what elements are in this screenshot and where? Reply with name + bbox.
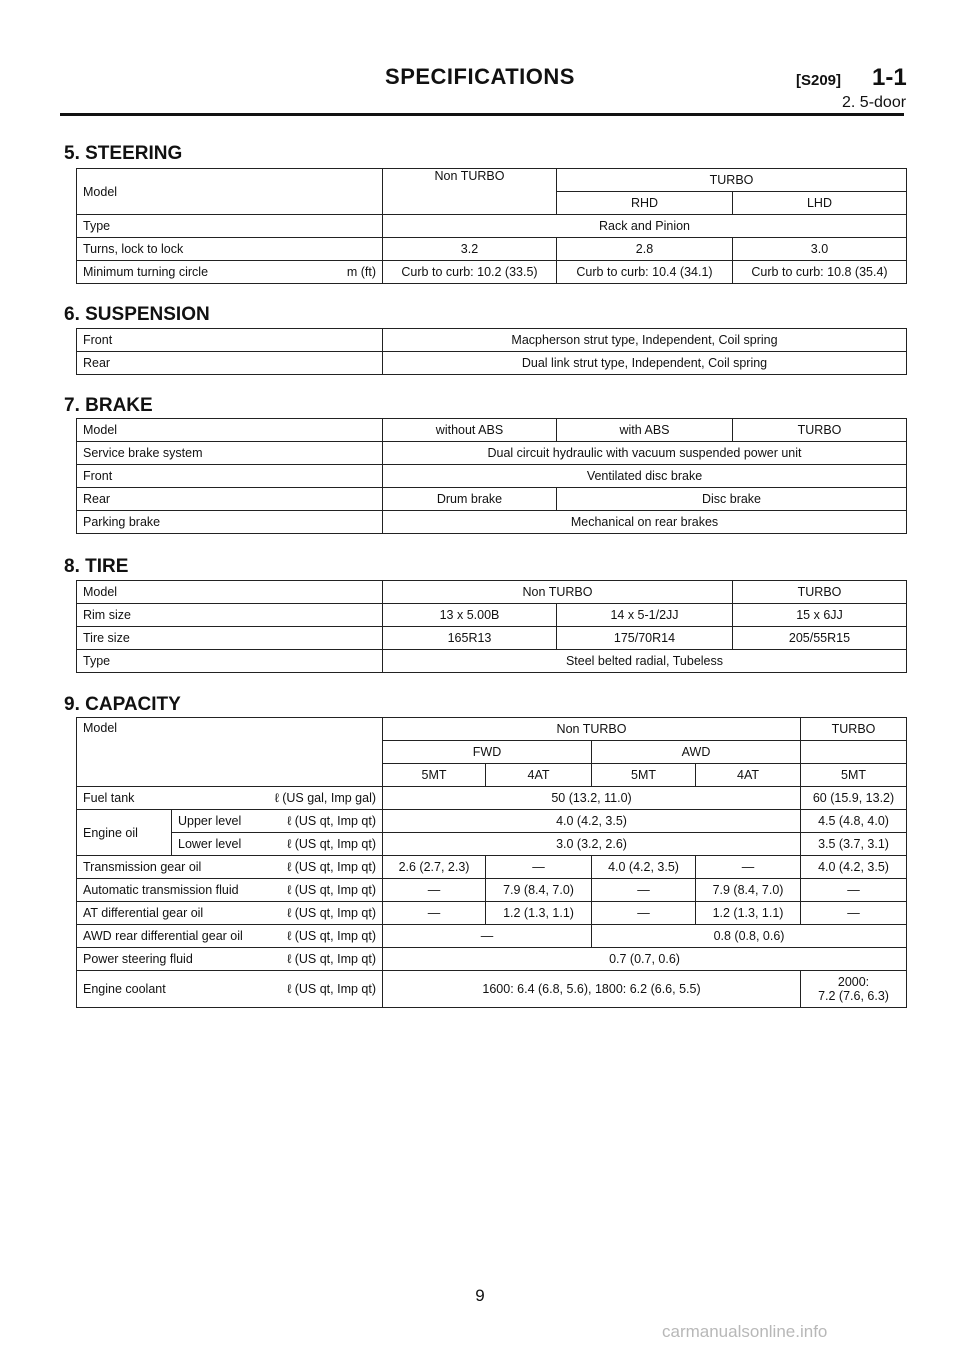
row-label: [77, 879, 383, 902]
unit-label: ℓ (US qt, Imp qt): [287, 952, 377, 966]
row-label: [77, 787, 383, 810]
cell: —: [486, 856, 592, 879]
cell: 3.0 (3.2, 2.6): [383, 833, 801, 856]
tire-heading: 8. TIRE: [64, 556, 129, 577]
model-label: Model: [77, 581, 383, 604]
row-label: Type: [77, 650, 383, 673]
row-label: Tire size: [77, 627, 383, 650]
cell: 15 x 6JJ: [733, 604, 907, 627]
cell: —: [383, 879, 486, 902]
header-rule: [60, 113, 904, 116]
table-row: [77, 419, 907, 442]
table-row: [77, 787, 907, 810]
row-label-text: Upper level: [178, 814, 242, 828]
page-number: 9: [475, 1286, 485, 1305]
row-label: [77, 948, 383, 971]
cell: 1.2 (1.3, 1.1): [696, 902, 801, 925]
cell: 14 x 5-1/2JJ: [557, 604, 733, 627]
page-reference: 1-1: [872, 64, 907, 91]
cell: [801, 741, 907, 764]
brake-heading: 7. BRAKE: [64, 395, 153, 416]
row-label-text: Minimum turning circle: [83, 265, 209, 279]
non-turbo-header: Non TURBO: [383, 581, 733, 604]
unit-label: ℓ (US qt, Imp qt): [287, 814, 377, 828]
unit-label: ℓ (US qt, Imp qt): [287, 837, 377, 851]
page-title: SPECIFICATIONS: [385, 64, 575, 89]
awd-header: AWD: [592, 741, 801, 764]
row-label: Parking brake: [77, 511, 383, 534]
row-label: Engine oil: [77, 810, 172, 856]
row-label: [172, 833, 383, 856]
cell: 13 x 5.00B: [383, 604, 557, 627]
row-label: [77, 925, 383, 948]
row-label: Rear: [77, 488, 383, 511]
table-row: [77, 971, 907, 1008]
cell: without ABS: [383, 419, 557, 442]
table-row: [77, 215, 907, 238]
cell: Drum brake: [383, 488, 557, 511]
table-row: [77, 879, 907, 902]
row-label-text: AWD rear differential gear oil: [83, 929, 243, 943]
table-row: [77, 261, 907, 284]
cell: 4AT: [696, 764, 801, 787]
turbo-header: TURBO: [801, 718, 907, 741]
cell: 4AT: [486, 764, 592, 787]
capacity-table: [76, 717, 907, 1008]
row-label: Type: [77, 215, 383, 238]
rhd-header: RHD: [557, 192, 733, 215]
table-row: [77, 465, 907, 488]
non-turbo-header: Non TURBO: [383, 169, 557, 215]
table-row: [77, 833, 907, 856]
table-row: [77, 442, 907, 465]
cell: 165R13: [383, 627, 557, 650]
fwd-header: FWD: [383, 741, 592, 764]
model-label: Model: [77, 718, 383, 787]
cell: with ABS: [557, 419, 733, 442]
row-label-text: Lower level: [178, 837, 242, 851]
brake-table: [76, 418, 907, 534]
steering-table: [76, 168, 907, 284]
non-turbo-header: Non TURBO: [383, 718, 801, 741]
cell: 2.8: [557, 238, 733, 261]
unit-label: ℓ (US qt, Imp qt): [287, 860, 377, 874]
coolant-turbo-line2: 7.2 (7.6, 6.3): [818, 989, 889, 1003]
unit-label: ℓ (US qt, Imp qt): [287, 929, 377, 943]
row-label: [77, 856, 383, 879]
cell: 3.0: [733, 238, 907, 261]
cell: 4.0 (4.2, 3.5): [592, 856, 696, 879]
model-label: Model: [77, 419, 383, 442]
capacity-heading: 9. CAPACITY: [64, 694, 181, 715]
table-row: [77, 627, 907, 650]
section-code: [S209]: [796, 72, 842, 89]
cell: 50 (13.2, 11.0): [383, 787, 801, 810]
row-label-text: AT differential gear oil: [83, 906, 204, 920]
cell: 5MT: [383, 764, 486, 787]
cell: Rack and Pinion: [383, 215, 907, 238]
table-row: [77, 856, 907, 879]
coolant-turbo-line1: 2000:: [837, 975, 870, 989]
cell: [801, 971, 907, 1008]
page-subtitle: 2. 5-door: [842, 94, 907, 111]
table-row: [77, 169, 907, 192]
row-label-text: Transmission gear oil: [83, 860, 202, 874]
cell: Dual circuit hydraulic with vacuum suspended power unit: [383, 442, 907, 465]
row-label: [77, 261, 383, 284]
table-row: [77, 352, 907, 375]
watermark: carmanualsonline.info: [662, 1322, 828, 1341]
unit-label: ℓ (US gal, Imp gal): [274, 791, 377, 805]
turbo-header: TURBO: [557, 169, 907, 192]
table-row: [77, 604, 907, 627]
cell: 5MT: [801, 764, 907, 787]
cell: Steel belted radial, Tubeless: [383, 650, 907, 673]
row-label: Service brake system: [77, 442, 383, 465]
cell: —: [383, 902, 486, 925]
row-label: Rim size: [77, 604, 383, 627]
turbo-header: TURBO: [733, 581, 907, 604]
cell: 175/70R14: [557, 627, 733, 650]
cell: —: [801, 879, 907, 902]
cell: Ventilated disc brake: [383, 465, 907, 488]
unit-label: ℓ (US qt, Imp qt): [287, 906, 377, 920]
suspension-table: [76, 328, 907, 375]
cell: 3.5 (3.7, 3.1): [801, 833, 907, 856]
model-label: Model: [77, 169, 383, 215]
row-label: [172, 810, 383, 833]
cell: 2.6 (2.7, 2.3): [383, 856, 486, 879]
table-row: [77, 902, 907, 925]
cell: 3.2: [383, 238, 557, 261]
cell: Dual link strut type, Independent, Coil spring: [383, 352, 907, 375]
cell: 4.0 (4.2, 3.5): [383, 810, 801, 833]
lhd-header: LHD: [733, 192, 907, 215]
cell: —: [592, 879, 696, 902]
table-row: [77, 581, 907, 604]
cell: 205/55R15: [733, 627, 907, 650]
cell: Curb to curb: 10.4 (34.1): [557, 261, 733, 284]
row-label: Turns, lock to lock: [77, 238, 383, 261]
cell: Mechanical on rear brakes: [383, 511, 907, 534]
cell: 0.7 (0.7, 0.6): [383, 948, 907, 971]
cell: Macpherson strut type, Independent, Coil spring: [383, 329, 907, 352]
cell: Curb to curb: 10.2 (33.5): [383, 261, 557, 284]
cell: Disc brake: [557, 488, 907, 511]
cell: 1.2 (1.3, 1.1): [486, 902, 592, 925]
cell: Curb to curb: 10.8 (35.4): [733, 261, 907, 284]
cell: —: [801, 902, 907, 925]
cell: 7.9 (8.4, 7.0): [486, 879, 592, 902]
unit-label: ℓ (US qt, Imp qt): [287, 982, 377, 996]
row-label: Front: [77, 465, 383, 488]
cell: 7.9 (8.4, 7.0): [696, 879, 801, 902]
row-label-text: Power steering fluid: [83, 952, 193, 966]
row-label-text: Fuel tank: [83, 791, 135, 805]
row-label: Front: [77, 329, 383, 352]
cell: 4.0 (4.2, 3.5): [801, 856, 907, 879]
cell: 4.5 (4.8, 4.0): [801, 810, 907, 833]
table-row: [77, 329, 907, 352]
row-label-text: Automatic transmission fluid: [83, 883, 239, 897]
table-row: [77, 511, 907, 534]
cell: TURBO: [733, 419, 907, 442]
cell: —: [592, 902, 696, 925]
table-row: [77, 925, 907, 948]
table-row: [77, 650, 907, 673]
table-row: [77, 948, 907, 971]
table-row: [77, 810, 907, 833]
row-label: [77, 971, 383, 1008]
cell: —: [696, 856, 801, 879]
unit-label: m (ft): [346, 265, 376, 279]
row-label: [77, 902, 383, 925]
cell: 0.8 (0.8, 0.6): [592, 925, 907, 948]
table-row: [77, 238, 907, 261]
row-label: Rear: [77, 352, 383, 375]
row-label-text: Engine coolant: [83, 982, 166, 996]
cell: 5MT: [592, 764, 696, 787]
tire-table: [76, 580, 907, 673]
unit-label: ℓ (US qt, Imp qt): [287, 883, 377, 897]
suspension-heading: 6. SUSPENSION: [64, 304, 210, 325]
steering-heading: 5. STEERING: [64, 143, 183, 164]
cell: 1600: 6.4 (6.8, 5.6), 1800: 6.2 (6.6, 5.5): [383, 971, 801, 1008]
table-row: [77, 718, 907, 741]
table-row: [77, 488, 907, 511]
cell: 60 (15.9, 13.2): [801, 787, 907, 810]
cell: —: [383, 925, 592, 948]
